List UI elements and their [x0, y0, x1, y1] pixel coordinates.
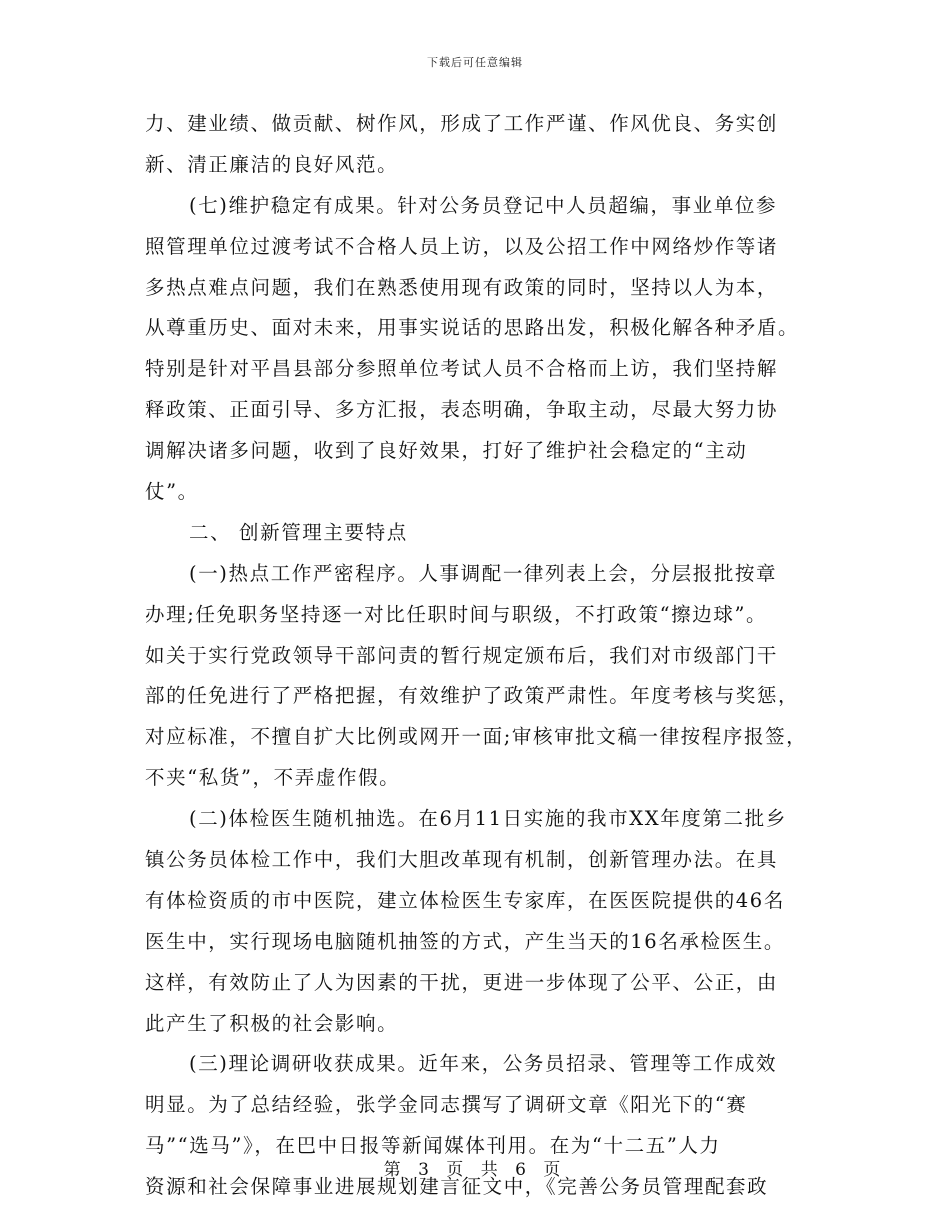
text-line: 这样，有效防止了人为因素的干扰，更进一步体现了公平、公正，由 — [145, 970, 779, 994]
text-line: 办理;任免职务坚持逐一对比任职时间与职级，不打政策“擦边球”。 — [145, 602, 768, 626]
document-body — [145, 104, 810, 1208]
paragraph-start-line: (二)体检医生随机抽选。在6月11日实施的我市XX年度第二批乡 — [189, 807, 787, 831]
section-heading: 二、 创新管理主要特点 — [189, 520, 408, 544]
text-line: 明显。为了总结经验，张学金同志撰写了调研文章《阳光下的“赛 — [145, 1093, 748, 1117]
page-number: 第 3 页 共 6 页 — [383, 1160, 567, 1180]
text-line: 释政策、正面引导、多方汇报，表态明确，争取主动，尽最大努力协 — [145, 398, 779, 422]
text-line: 特别是针对平昌县部分参照单位考试人员不合格而上访，我们坚持解 — [145, 357, 779, 381]
text-line: 镇公务员体检工作中，我们大胆改革现有机制，创新管理办法。在具 — [145, 848, 779, 872]
paragraph-start-line: (三)理论调研收获成果。近年来，公务员招录、管理等工作成效 — [189, 1052, 778, 1076]
text-line: 有体检资质的市中医院，建立体检医生专家库，在医医院提供的46名 — [145, 888, 785, 912]
text-line: 照管理单位过渡考试不合格人员上访，以及公招工作中网络炒作等诸 — [145, 234, 779, 258]
text-line: 新、清正廉洁的良好风范。 — [145, 152, 399, 176]
text-line: 此产生了积极的社会影响。 — [145, 1011, 399, 1035]
text-line: 调解决诸多问题，收到了良好效果，打好了维护社会稳定的“主动 — [145, 439, 748, 463]
text-line: 医生中，实行现场电脑随机抽签的方式，产生当天的16名承检医生。 — [145, 929, 785, 953]
text-line: 部的任免进行了严格把握，有效维护了政策严肃性。年度考核与奖惩， — [145, 684, 800, 708]
paragraph-start-line: (七)维护稳定有成果。针对公务员登记中人员超编，事业单位参 — [189, 193, 778, 217]
text-line: 从尊重历史、面对未来，用事实说话的思路出发，积极化解各种矛盾。 — [145, 316, 800, 340]
text-line: 对应标准，不擅自扩大比例或网开一面;审核审批文稿一律按程序报签， — [145, 725, 808, 749]
page-header: 下载后可任意编辑 — [427, 56, 523, 69]
text-line: 资源和社会保障事业进展规划建言征文中，《完善公务员管理配套政 — [145, 1175, 769, 1199]
text-line: 力、建业绩、做贡献、树作风，形成了工作严谨、作风优良、务实创 — [145, 112, 779, 135]
text-line: 仗”。 — [145, 480, 199, 504]
paragraph-start-line: (一)热点工作严密程序。人事调配一律列表上会，分层报批按章 — [189, 561, 778, 585]
text-line: 如关于实行党政领导干部问责的暂行规定颁布后，我们对市级部门干 — [145, 643, 779, 667]
text-line: 不夹“私货”，不弄虚作假。 — [145, 766, 401, 790]
text-line: 多热点难点问题，我们在熟悉使用现有政策的同时，坚持以人为本， — [145, 275, 779, 299]
text-line: 马”“选马”》，在巴中日报等新闻媒体刊用。在为“十二五”人力 — [145, 1134, 721, 1158]
